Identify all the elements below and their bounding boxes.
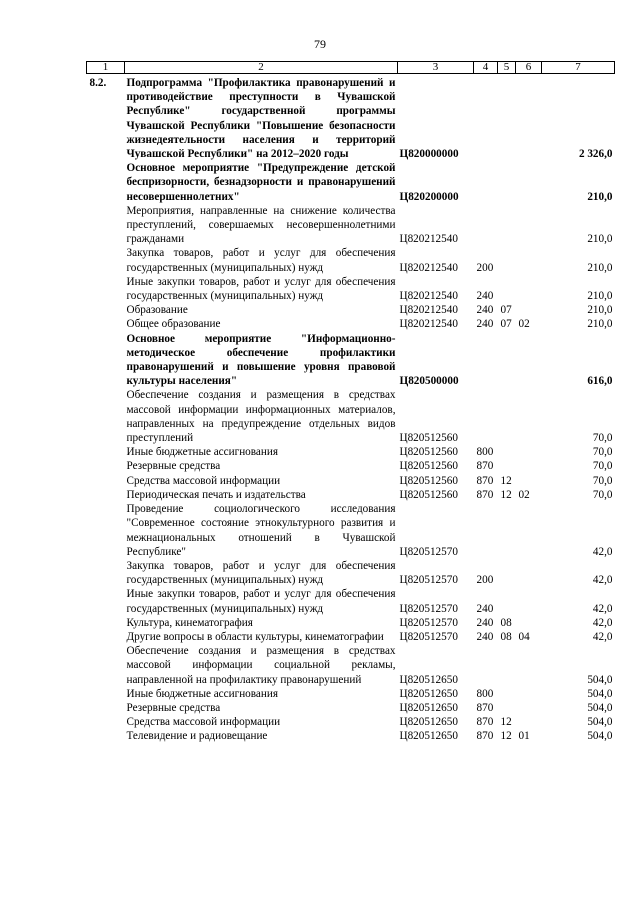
table-row xyxy=(87,488,615,502)
row-target-code: Ц820512650 xyxy=(399,730,458,743)
row-subsection xyxy=(516,332,542,389)
table-row xyxy=(87,729,615,743)
row-section: 07 xyxy=(500,304,512,317)
row-amount: 70,0 xyxy=(592,460,613,473)
row-section xyxy=(498,701,516,715)
row-subsection xyxy=(516,502,542,559)
row-name: Подпрограмма "Профилактика правонарушений и противодействие преступности в Чувашской Республике" государственной программы Чувашской Республики "Повышение безопасности жизнедеятельности населения и территорий Чувашской Республики" на 2012–2020 годы xyxy=(126,77,396,161)
row-target-code: Ц820212540 xyxy=(399,233,458,246)
row-amount: 70,0 xyxy=(592,488,613,501)
row-section xyxy=(498,161,516,204)
row-name: Культура, кинематография xyxy=(126,616,253,629)
row-subsection: 02 xyxy=(518,318,530,331)
table-row xyxy=(87,715,615,729)
row-subsection xyxy=(516,701,542,715)
row-expense-type: 870 xyxy=(476,474,494,487)
table-row xyxy=(87,687,615,701)
row-section xyxy=(498,275,516,303)
row-target-code: Ц820512650 xyxy=(399,687,458,700)
row-amount: 210,0 xyxy=(587,318,613,331)
table-row xyxy=(87,275,615,303)
table-row xyxy=(87,303,615,317)
row-expense-type xyxy=(474,388,498,445)
row-section: 12 xyxy=(500,474,512,487)
row-name: Иные закупки товаров, работ и услуг для обеспечения государственных (муниципальных) нужд xyxy=(126,588,396,615)
row-subsection xyxy=(516,644,542,687)
row-target-code: Ц820512570 xyxy=(399,574,458,587)
column-header-5: 5 xyxy=(498,62,516,74)
row-section: 08 xyxy=(500,616,512,629)
row-target-code: Ц820212540 xyxy=(399,318,458,331)
column-header-2: 2 xyxy=(125,62,398,74)
row-name: Иные бюджетные ассигнования xyxy=(126,687,278,700)
row-section xyxy=(498,559,516,587)
row-target-code: Ц820500000 xyxy=(399,375,459,388)
row-name: Проведение социологического исследования "Современное состояние этнокультурного развития и межнациональных отношений в Чувашской Республике" xyxy=(126,503,396,558)
row-section xyxy=(498,332,516,389)
row-expense-type xyxy=(474,74,498,162)
row-target-code: Ц820212540 xyxy=(399,304,458,317)
row-expense-type: 870 xyxy=(476,716,494,729)
row-name: Иные закупки товаров, работ и услуг для обеспечения государственных (муниципальных) нужд xyxy=(126,275,396,303)
row-amount: 2 326,0 xyxy=(578,148,613,161)
table-row xyxy=(87,559,615,587)
row-expense-type: 870 xyxy=(476,488,494,501)
row-amount: 210,0 xyxy=(587,261,613,274)
row-subsection xyxy=(516,74,542,162)
column-header-3: 3 xyxy=(398,62,474,74)
column-header-1: 1 xyxy=(87,62,125,74)
row-amount: 70,0 xyxy=(592,474,613,487)
row-target-code: Ц820512570 xyxy=(399,630,458,643)
row-target-code: Ц820512560 xyxy=(399,460,458,473)
row-amount: 504,0 xyxy=(587,716,613,729)
row-amount: 504,0 xyxy=(587,730,613,743)
section-number: 8.2. xyxy=(89,77,107,89)
row-target-code: Ц820512560 xyxy=(399,488,458,501)
row-target-code: Ц820512650 xyxy=(399,673,458,686)
table-row xyxy=(87,616,615,630)
row-expense-type xyxy=(474,204,498,247)
row-subsection xyxy=(516,715,542,729)
row-expense-type xyxy=(474,502,498,559)
row-name: Другие вопросы в области культуры, кинематографии xyxy=(126,630,384,643)
row-name: Резервные средства xyxy=(126,701,221,714)
row-expense-type: 870 xyxy=(476,730,494,743)
row-subsection xyxy=(516,246,542,274)
row-target-code: Ц820212540 xyxy=(399,261,458,274)
row-subsection: 02 xyxy=(518,488,530,501)
table-row xyxy=(87,317,615,331)
row-name: Общее образование xyxy=(126,318,221,331)
column-header-7: 7 xyxy=(542,62,615,74)
row-expense-type: 800 xyxy=(476,687,494,700)
row-amount: 70,0 xyxy=(592,432,613,445)
row-expense-type: 240 xyxy=(476,318,494,331)
row-name: Обеспечение создания и размещения в средствах массовой информации социальной рекламы, направленной на профилактику правонарушений xyxy=(126,645,396,686)
table-row xyxy=(87,161,615,204)
row-section xyxy=(498,74,516,162)
page-number: 79 xyxy=(314,37,326,51)
row-expense-type: 870 xyxy=(476,460,494,473)
row-amount: 42,0 xyxy=(592,616,613,629)
row-expense-type xyxy=(474,644,498,687)
row-subsection xyxy=(516,474,542,488)
row-section xyxy=(498,388,516,445)
row-name: Мероприятия, направленные на снижение количества преступлений, совершаемых несовершеннолетними гражданами xyxy=(126,204,396,246)
row-name: Средства массовой информации xyxy=(126,716,281,729)
row-target-code: Ц820512560 xyxy=(399,432,458,445)
row-amount: 42,0 xyxy=(592,630,613,643)
row-amount: 504,0 xyxy=(587,673,613,686)
row-subsection xyxy=(516,687,542,701)
row-subsection xyxy=(516,303,542,317)
row-section xyxy=(498,204,516,247)
row-target-code: Ц820200000 xyxy=(399,190,459,203)
row-subsection xyxy=(516,616,542,630)
row-name: Закупка товаров, работ и услуг для обеспечения государственных (муниципальных) нужд xyxy=(126,247,396,274)
table-row xyxy=(87,587,615,615)
row-subsection xyxy=(516,587,542,615)
row-expense-type: 240 xyxy=(476,630,494,643)
row-subsection xyxy=(516,275,542,303)
row-target-code: Ц820512560 xyxy=(399,446,458,459)
row-name: Основное мероприятие "Информационно-методическое обеспечение профилактики правонарушений и повышение уровня правовой культуры населения" xyxy=(126,332,396,388)
row-target-code: Ц820212540 xyxy=(399,290,458,303)
row-name: Периодическая печать и издательства xyxy=(126,488,306,501)
row-amount: 504,0 xyxy=(587,687,613,700)
row-section: 08 xyxy=(500,630,512,643)
row-name: Средства массовой информации xyxy=(126,474,281,487)
row-subsection xyxy=(516,459,542,473)
row-expense-type xyxy=(474,332,498,389)
row-amount: 210,0 xyxy=(587,304,613,317)
table-row xyxy=(87,388,615,445)
row-section xyxy=(498,445,516,459)
row-expense-type: 240 xyxy=(476,304,494,317)
row-section xyxy=(498,246,516,274)
row-expense-type: 240 xyxy=(476,290,494,303)
row-name: Иные бюджетные ассигнования xyxy=(126,446,278,459)
column-header-6: 6 xyxy=(516,62,542,74)
row-section xyxy=(498,587,516,615)
table-row xyxy=(87,630,615,644)
row-amount: 210,0 xyxy=(587,233,613,246)
row-subsection xyxy=(516,161,542,204)
row-subsection: 01 xyxy=(518,730,530,743)
table-row xyxy=(87,459,615,473)
row-amount: 70,0 xyxy=(592,446,613,459)
row-subsection xyxy=(516,388,542,445)
table-row xyxy=(87,701,615,715)
row-expense-type: 200 xyxy=(476,574,494,587)
row-subsection xyxy=(516,445,542,459)
row-target-code: Ц820512650 xyxy=(399,701,458,714)
row-target-code: Ц820512570 xyxy=(399,602,458,615)
row-expense-type: 870 xyxy=(476,701,494,714)
row-name: Телевидение и радиовещание xyxy=(126,730,268,743)
row-section xyxy=(498,502,516,559)
row-expense-type xyxy=(474,161,498,204)
table-row xyxy=(87,332,615,389)
table-body xyxy=(87,74,615,744)
row-amount: 504,0 xyxy=(587,701,613,714)
row-target-code: Ц820512570 xyxy=(399,545,458,558)
row-subsection xyxy=(516,559,542,587)
table-row xyxy=(87,204,615,247)
row-name: Образование xyxy=(126,304,188,317)
row-amount: 210,0 xyxy=(587,290,613,303)
row-target-code: Ц820512570 xyxy=(399,616,458,629)
row-expense-type: 240 xyxy=(476,602,494,615)
column-header-4: 4 xyxy=(474,62,498,74)
row-section xyxy=(498,459,516,473)
row-target-code: Ц820512560 xyxy=(399,474,458,487)
row-amount: 42,0 xyxy=(592,602,613,615)
row-name: Резервные средства xyxy=(126,460,221,473)
row-expense-type: 240 xyxy=(476,616,494,629)
row-subsection xyxy=(516,204,542,247)
row-name: Основное мероприятие "Предупреждение детской беспризорности, безнадзорности и правонарушений несовершеннолетних" xyxy=(126,162,396,203)
table-row xyxy=(87,445,615,459)
row-section: 07 xyxy=(500,318,512,331)
row-section xyxy=(498,644,516,687)
row-amount: 42,0 xyxy=(592,545,613,558)
row-amount: 42,0 xyxy=(592,574,613,587)
budget-table xyxy=(86,61,615,744)
row-name: Закупка товаров, работ и услуг для обеспечения государственных (муниципальных) нужд xyxy=(126,559,396,587)
row-section xyxy=(498,687,516,701)
table-row xyxy=(87,74,615,162)
row-section: 12 xyxy=(500,716,512,729)
table-row xyxy=(87,246,615,274)
row-section: 12 xyxy=(500,488,512,501)
row-target-code: Ц820000000 xyxy=(399,148,459,161)
row-subsection: 04 xyxy=(518,630,530,643)
row-amount: 210,0 xyxy=(587,190,613,203)
table-header xyxy=(87,62,615,74)
row-section: 12 xyxy=(500,730,512,743)
table-row xyxy=(87,644,615,687)
row-expense-type: 200 xyxy=(476,261,494,274)
table-row xyxy=(87,474,615,488)
row-name: Обеспечение создания и размещения в средствах массовой информации информационных материалов, направленных на предупреждение отдельных видов преступлений xyxy=(126,389,396,445)
row-expense-type: 800 xyxy=(476,446,494,459)
row-amount: 616,0 xyxy=(587,375,613,388)
row-target-code: Ц820512650 xyxy=(399,716,458,729)
table-row xyxy=(87,502,615,559)
